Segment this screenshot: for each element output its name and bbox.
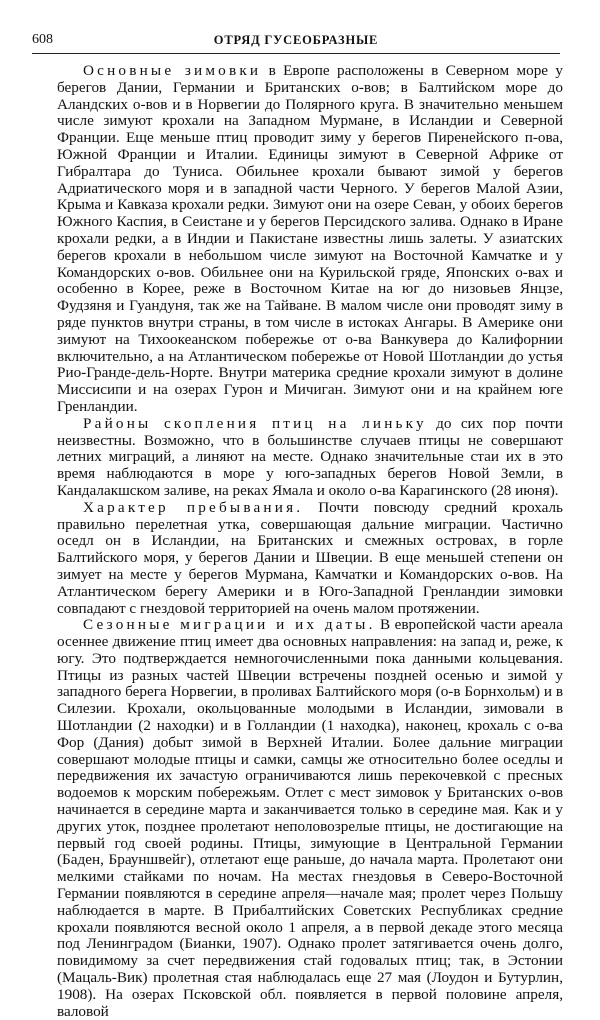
paragraph-lead: Основные зимовки — [83, 62, 262, 79]
paragraph-molting — [57, 416, 563, 500]
paragraph-wintering — [57, 63, 563, 416]
page-number: 608 — [32, 32, 53, 47]
header-rule — [32, 53, 560, 54]
paragraph-text: В европейской части ареала осеннее движение птиц имеет два основных направления: на запад и, реже, к югу. Это подтверждается немногочисленными пока данными кольцевания. Птицы из разных частей Швеции встречены поздней осенью и зимой у западного берега Норвегии, в проливах Балтийского моря (о-в Борнхольм) и в Силезии. Крохали, окольцованные молодыми в Исландии, зимовали в Шотландии (2 находки) и в Голландии (1 находка), наконец, крохаль с о-ва Фор (Дания) добыт зимой в Верхней Италии. Более дальние миграции совершают молодые птицы и самки, самцы же относительно более оседлы и передвижения их зачастую ограничиваются лишь перекочевкой с пресных водоемов к морским побережьям. Отлет с мест зимовок у Британских о-вов начинается в середине марта и заканчивается только в середине мая. Как и у других уток, позднее пролетают неполовозрелые птицы, не достигающие на первый год своей родины. Птицы, зимующие в Центральной Германии (Баден, Брауншвейг), отлетают еще раньше, до начала марта. Пролетают они мелкими стайками по ночам. На местах гнездовья в Северо-Восточной Германии появляются в середине апреля—начале мая; пролет через Польшу наблюдается в марте. В Прибалтийских Советских Республиках средние крохали появляются весной около 1 апреля, а в первой декаде этого месяца под Ленинградом (Бианки, 1907). Однако пролет затягивается очень долго, повидимому за счет передвижения стай годовалых птиц; так, в Эстонии (Мацаль-Вик) пролетная стая наблюдалась еще 27 мая (Лоудон и Бутурлин, 1908). На озерах Псковской обл. появляется в первой половине апреля, валовой — [57, 616, 563, 1020]
paragraph-lead: Характер пребывания. — [83, 498, 304, 516]
paragraph-lead: Районы скопления птиц на линьку — [83, 414, 427, 432]
body-text — [57, 63, 563, 1020]
running-head: ОТРЯД ГУСЕОБРАЗНЫЕ — [213, 33, 379, 47]
paragraph-residency — [57, 500, 563, 618]
paragraph-lead: Сезонные миграции и их даты. — [83, 616, 376, 634]
paragraph-text: Почти повсюду средний крохаль правильно перелетная утка, совершающая дальние миграции. Частично оседл он в Исландии, на Британских и смежных островах, в горле Балтийского моря, у берегов Дании и Швеции. В еще меньшей степени он зимует на месте у берегов Мурмана, Камчатки и Командорских о-вов. На Атлантическом берегу Америки и в Юго-Западной Гренландии зимовки совпадают с гнездовой территорией на очень малом протяжении. — [57, 498, 563, 617]
paragraph-text: до сих пор почти неизвестны. Возможно, что в большинстве случаев птицы не совершают летних миграций, а линяют на месте. Однако значительные стаи их в это время наблюдаются в море у юго-западных берегов Новой Земли, в Кандалакшском заливе, на реках Ямала и около о-ва Карагинского (28 июня). — [57, 414, 563, 499]
paragraph-migrations — [57, 617, 563, 1020]
paragraph-text: в Европе расположены в Северном море у берегов Дании, Германии и Британских о-вов; в Балтийском море до Аландских о-вов и в Норвегии до Полярного круга. В значительно меньшем числе зимуют крохали на Западном Мурмане, в Исландии и Северной Франции. Еще меньше птиц проводит зиму у берегов Пиренейского п-ова, Южной Франции и Италии. Единицы зимуют в Северной Африке от Гибралтара до Туниса. Обильнее крохали бывают зимой у берегов Адриатического моря и в западной части Черного. У берегов Малой Азии, Крыма и Кавказа крохали редки. Зимуют они на озере Севан, у обоих берегов Южного Каспия, в Сеистане и у берегов Персидского залива. Однако в Иране крохали редки, а в Индии и Пакистане известны лишь залеты. У азиатских берегов крохали в небольшом числе зимуют на Восточной Камчатке и у Командорских о-вов. Обильнее они на Курильской гряде, Японских о-вах и особенно в Корее, реже в Восточном Китае на юг до низовьев Янцзе, Фудзяня и Гуандуня, так же на Тайване. В малом числе они проводят зиму в ряде пунктов внутри страны, в том числе в истоках Ангары. В Америке они зимуют на Тихоокеанском побережье от о-ва Ванкувера до Калифорнии включительно, а на Атлантическом побережье от Новой Шотландии до устья Рио-Гранде-дель-Норте. Внутри материка средние крохали зимуют в долине Миссисипи и на озерах Гурон и Мичиган. Зимуют они и на крайнем юге Гренландии. — [57, 62, 563, 415]
page-header — [32, 30, 560, 50]
